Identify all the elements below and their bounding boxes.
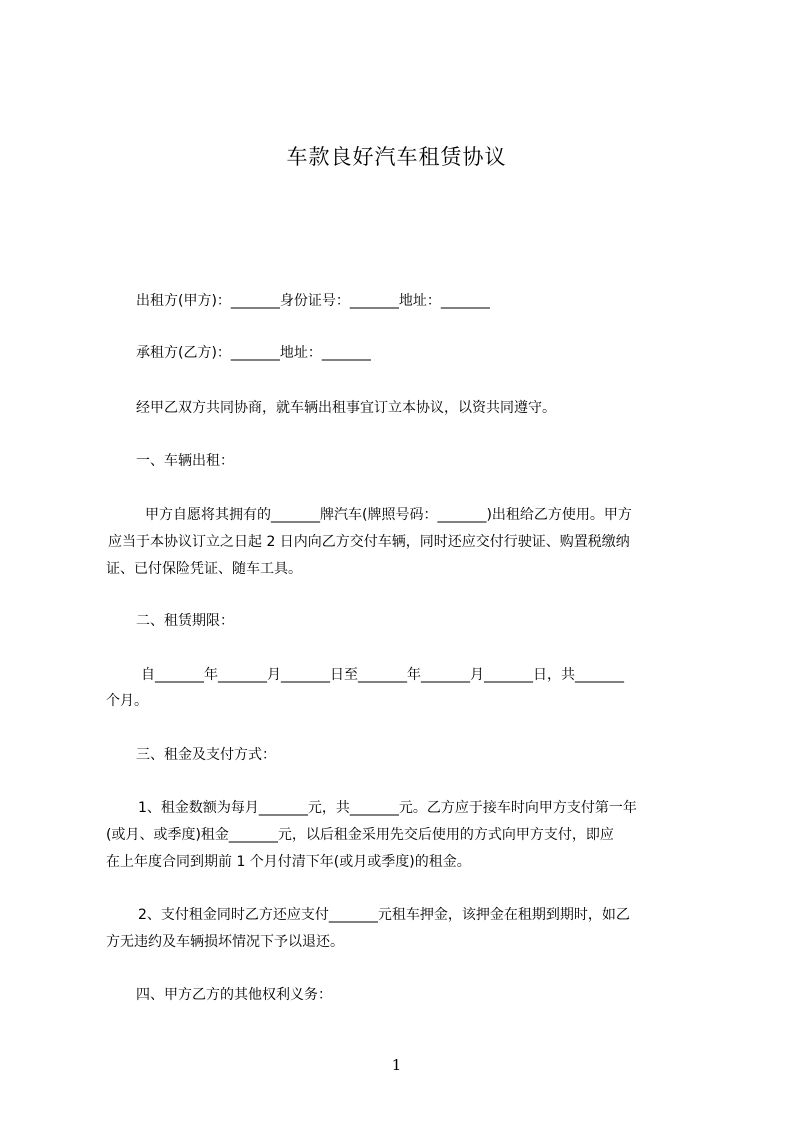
paragraph-line: 个月。 bbox=[106, 693, 148, 709]
paragraph-line: 方无违约及车辆损坏情况下予以退还。 bbox=[106, 934, 344, 950]
paragraph-line: 甲方自愿将其拥有的_______牌汽车(牌照号码：_______)出租给乙方使用。甲方 bbox=[145, 507, 632, 523]
paragraph-line: 应当于本协议订立之日起 2 日内向乙方交付车辆，同时还应交付行驶证、购置税缴纳 bbox=[108, 534, 630, 550]
paragraph-line: 自_______年_______月_______日至_______年_______月_______日，共_______ bbox=[141, 667, 624, 683]
section-heading-obligations: 四、甲方乙方的其他权利义务： bbox=[136, 987, 332, 1003]
lessor-info-line: 出租方(甲方)：_______身份证号：_______地址：_______ bbox=[136, 293, 490, 309]
paragraph-line: 在上年度合同到期前 1 个月付清下年(或月或季度)的租金。 bbox=[106, 854, 471, 870]
section-heading-vehicle: 一、车辆出租： bbox=[136, 453, 234, 469]
lessee-info-line: 承租方(乙方)：_______地址：_______ bbox=[136, 345, 371, 361]
document-title: 车款良好汽车租赁协议 bbox=[286, 145, 507, 169]
preamble-line: 经甲乙双方共同协商，就车辆出租事宜订立本协议，以资共同遵守。 bbox=[136, 400, 556, 416]
paragraph-line: 1、租金数额为每月_______元，共_______元。乙方应于接车时向甲方支付第一年 bbox=[138, 800, 637, 816]
section-heading-rent: 三、租金及支付方式： bbox=[136, 747, 276, 763]
page-number: 1 bbox=[391, 1056, 402, 1074]
section-heading-term: 二、租赁期限： bbox=[136, 613, 234, 629]
paragraph-line: 证、已付保险凭证、随车工具。 bbox=[106, 561, 302, 577]
paragraph-line: 2、支付租金同时乙方还应支付_______元租车押金，该押金在租期到期时，如乙 bbox=[138, 907, 630, 923]
paragraph-line: (或月、或季度)租金_______元，以后租金采用先交后使用的方式向甲方支付，即应 bbox=[106, 827, 614, 843]
